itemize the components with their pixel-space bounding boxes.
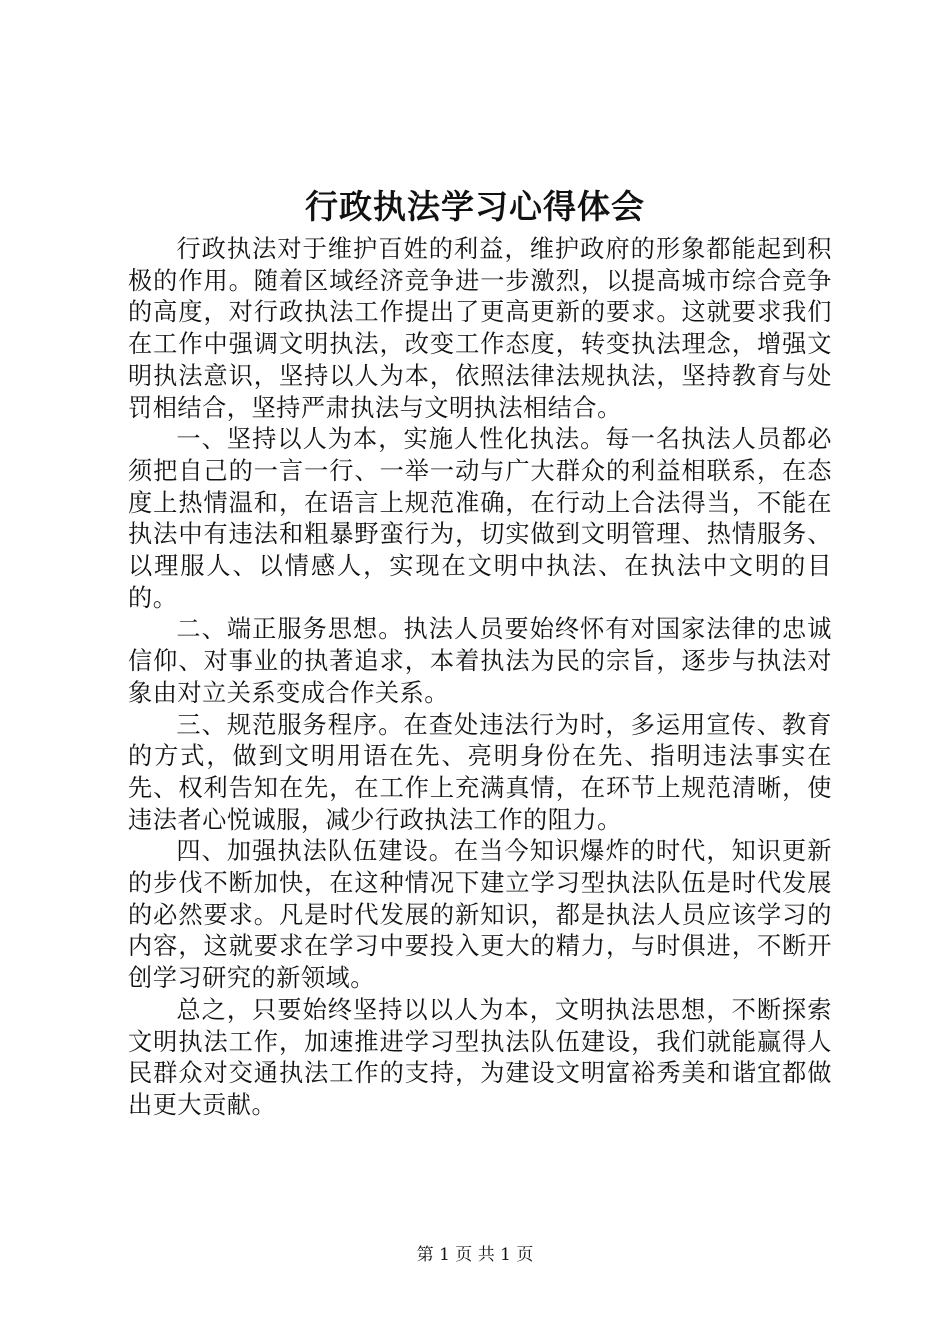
paragraph-section-2: 二、端正服务思想。执法人员要始终怀有对国家法律的忠诚信仰、对事业的执著追求，本着执法为民的宗旨，逐步与执法对象由对立关系变成合作关系。 bbox=[128, 615, 832, 707]
paragraph-section-3: 三、规范服务程序。在查处违法行为时，多运用宣传、教育的方式，做到文明用语在先、亮明身份在先、指明违法事实在先、权利告知在先，在工作上充满真情，在环节上规范清晰，使违法者心悦诚服，减少行政执法工作的阻力。 bbox=[128, 710, 832, 834]
page-footer: 第 1 页 共 1 页 bbox=[416, 1245, 534, 1265]
paragraph-section-1: 一、坚持以人为本，实施人性化执法。每一名执法人员都必须把自己的一言一行、一举一动与广大群众的利益相联系，在态度上热情温和，在语言上规范准确，在行动上合法得当，不能在执法中有违法和粗暴野蛮行为，切实做到文明管理、热情服务、以理服人、以情感人，实现在文明中执法、在执法中文明的目的。 bbox=[128, 425, 832, 612]
page-title: 行政执法学习心得体会 bbox=[305, 187, 645, 226]
paragraph-section-4: 四、加强执法队伍建设。在当今知识爆炸的时代，知识更新的步伐不断加快，在这种情况下建立学习型执法队伍是时代发展的必然要求。凡是时代发展的新知识，都是执法人员应该学习的内容，这就要求在学习中要投入更大的精力，与时俱进，不断开创学习研究的新领域。 bbox=[128, 837, 832, 993]
paragraph-intro: 行政执法对于维护百姓的利益，维护政府的形象都能起到积极的作用。随着区域经济竞争进一步激烈，以提高城市综合竞争的高度，对行政执法工作提出了更高更新的要求。这就要求我们在工作中强调文明执法，改变工作态度，转变执法理念，增强文明执法意识，坚持以人为本，依照法律法规执法，坚持教育与处罚相结合，坚持严肃执法与文明执法相结合。 bbox=[128, 235, 832, 422]
document-body bbox=[128, 234, 832, 1122]
paragraph-conclusion: 总之，只要始终坚持以以人为本，文明执法思想，不断探索文明执法工作，加速推进学习型执法队伍建设，我们就能赢得人民群众对交通执法工作的支持，为建设文明富裕秀美和谐宜都做出更大贡献。 bbox=[128, 995, 832, 1119]
